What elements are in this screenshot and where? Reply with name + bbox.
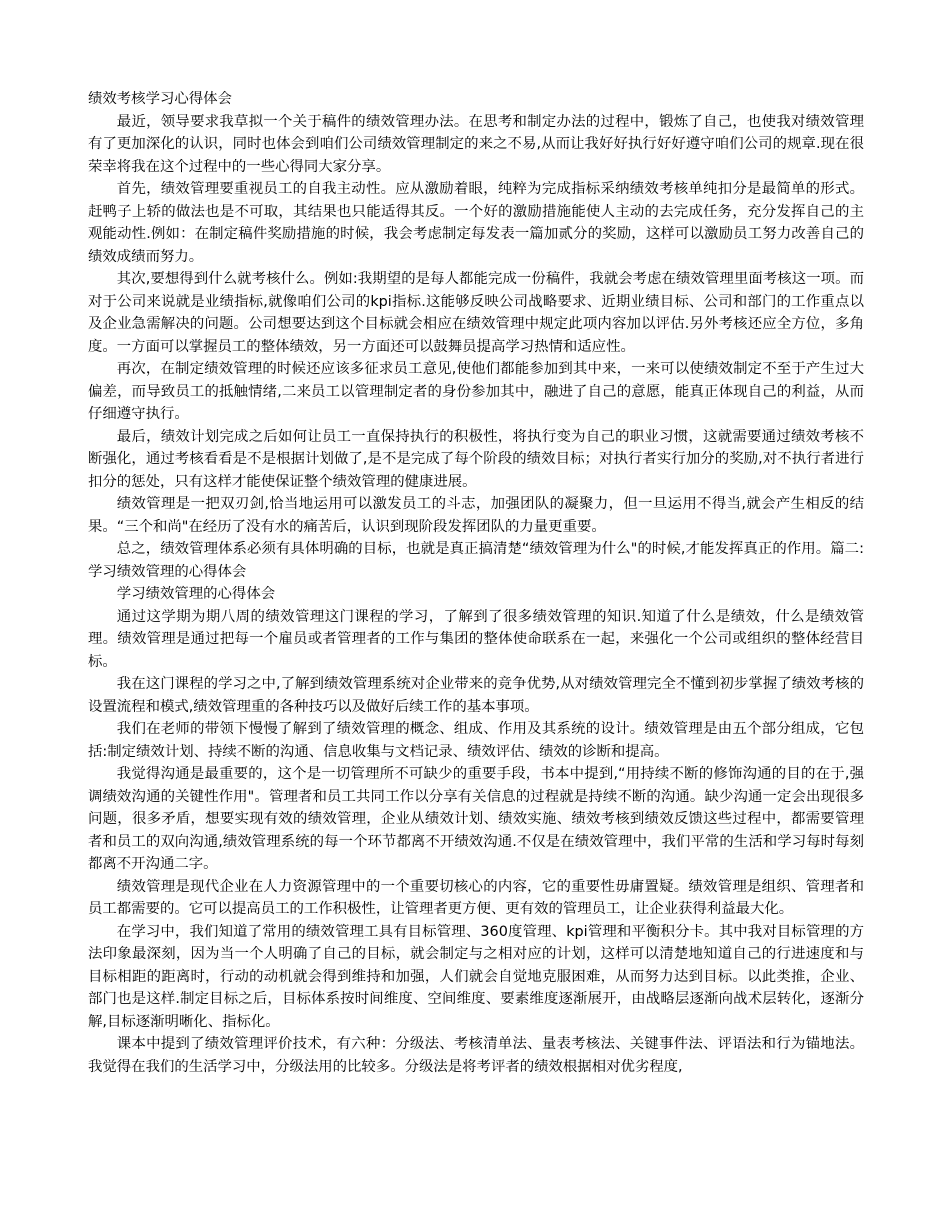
paragraph: 我在这门课程的学习之中,了解到绩效管理系统对企业带来的竞争优势,从对绩效管理完全不懂到初步掌握了绩效考核的设置流程和模式,绩效管理重的各种技巧以及做好后续工作的基本事项。	[88, 676, 864, 715]
section-heading: 学习绩效管理的心得体会	[116, 586, 276, 602]
paragraph: 我们在老师的带领下慢慢了解到了绩效管理的概念、组成、作用及其系统的设计。绩效管理是由五个部分组成，它包括:制定绩效计划、持续不断的沟通、信息收集与文档记录、绩效评估、绩效的诊断和提高。	[88, 721, 864, 760]
paragraph: 首先，绩效管理要重视员工的自我主动性。应从激励着眼，纯粹为完成指标采纳绩效考核单纯扣分是最简单的形式。赶鸭子上轿的做法也是不可取，其结果也只能适得其反。一个好的激励措施能使人主动的去完成任务，充分发挥自己的主观能动性.例如：在制定稿件奖励措施的时候，我会考虑制定每发表一篇加贰分的奖励，这样可以激励员工努力改善自己的绩效成绩而努力。	[88, 181, 864, 265]
paragraph: 绩效管理是一把双刃剑,恰当地运用可以激发员工的斗志，加强团队的凝聚力，但一旦运用不得当,就会产生相反的结果。“三个和尚"在经历了没有水的痛苦后，认识到现阶段发挥团队的力量更重要。	[88, 496, 864, 535]
paragraph: 最近，领导要求我草拟一个关于稿件的绩效管理办法。在思考和制定办法的过程中，锻炼了自己，也使我对绩效管理有了更加深化的认识，同时也体会到咱们公司绩效管理制定的来之不易,从而让我好好执行好好遵守咱们公司的规章.现在很荣幸将我在这个过程中的一些心得同大家分享。	[88, 113, 864, 175]
paragraph: 在学习中，我们知道了常用的绩效管理工具有目标管理、360度管理、kpi管理和平衡积分卡。其中我对目标管理的方法印象最深刻，因为当一个人明确了自己的目标，就会制定与之相对应的计划，这样可以清楚地知道自己的行进速度和与目标相距的距离时，行动的动机就会得到维持和加强，人们就会自觉地克服困难，从而努力达到目标。以此类推，企业、部门也是这样.制定目标之后，目标体系按时间维度、空间维度、要素维度逐渐展开，由战略层逐渐向战术层转化，逐渐分解,目标逐渐明晰化、指标化。	[88, 923, 864, 1030]
paragraph: 我觉得沟通是最重要的，这个是一切管理所不可缺少的重要手段，书本中提到,“用持续不断的修饰沟通的目的在于,强调绩效沟通的关键性作用"。管理者和员工共同工作以分享有关信息的过程就是持续不断的沟通。缺少沟通一定会出现很多问题，很多矛盾，想要实现有效的绩效管理，企业从绩效计划、绩效实施、绩效考核到绩效反馈这些过程中，都需要管理者和员工的双向沟通,绩效管理系统的每一个环节都离不开绩效沟通.不仅是在绩效管理中，我们平常的生活和学习每时每刻都离不开沟通二字。	[88, 766, 864, 872]
paragraph: 课本中提到了绩效管理评价技术，有六种：分级法、考核清单法、量表考核法、关键事件法、评语法和行为锚地法。我觉得在我们的生活学习中，分级法用的比较多。分级法是将考评者的绩效根据相对优劣程度,	[88, 1036, 864, 1075]
paragraph: 总之，绩效管理体系必须有具体明确的目标，也就是真正搞清楚“绩效管理为什么"的时候,才能发挥真正的作用。篇二:学习绩效管理的心得体会	[88, 541, 864, 580]
paragraph: 其次,要想得到什么就考核什么。例如:我期望的是每人都能完成一份稿件，我就会考虑在绩效管理里面考核这一项。而对于公司来说就是业绩指标,就像咱们公司的kpi指标.这能够反映公司战略要求、近期业绩目标、公司和部门的工作重点以及企业急需解决的问题。公司想要达到这个目标就会相应在绩效管理中规定此项内容加以评估.另外考核还应全方位，多角度。一方面可以掌握员工的整体绩效，另一方面还可以鼓舞员提高学习热情和适应性。	[88, 271, 864, 355]
paragraph: 最后，绩效计划完成之后如何让员工一直保持执行的积极性，将执行变为自己的职业习惯，这就需要通过绩效考核不断强化，通过考核看看是不是根据计划做了,是不是完成了每个阶段的绩效目标；对执行者实行加分的奖励,对不执行者进行扣分的惩处，只有这样才能使保证整个绩效管理的健康进展。	[88, 428, 864, 490]
document-body	[88, 111, 864, 1079]
paragraph: 绩效管理是现代企业在人力资源管理中的一个重要切核心的内容，它的重要性毋庸置疑。绩效管理是组织、管理者和员工都需要的。它可以提高员工的工作积极性，让管理者更方便、更有效的管理员工，让企业获得利益最大化。	[88, 878, 864, 917]
paragraph: 通过这学期为期八周的绩效管理这门课程的学习，了解到了很多绩效管理的知识.知道了什么是绩效，什么是绩效管理。绩效管理是通过把每一个雇员或者管理者的工作与集团的整体使命联系在一起，来强化一个公司或组织的整体经营目标。	[88, 608, 864, 670]
paragraph: 再次，在制定绩效管理的时候还应该多征求员工意见,使他们都能参加到其中来，一来可以使绩效制定不至于产生过大偏差，而导致员工的抵触情绪,二来员工以管理制定者的身份参加其中，融进了自己的意愿，能真正体现自己的利益，从而仔细遵守执行。	[88, 361, 864, 422]
document-title: 绩效考核学习心得体会	[88, 91, 232, 107]
document-page	[88, 88, 864, 1078]
